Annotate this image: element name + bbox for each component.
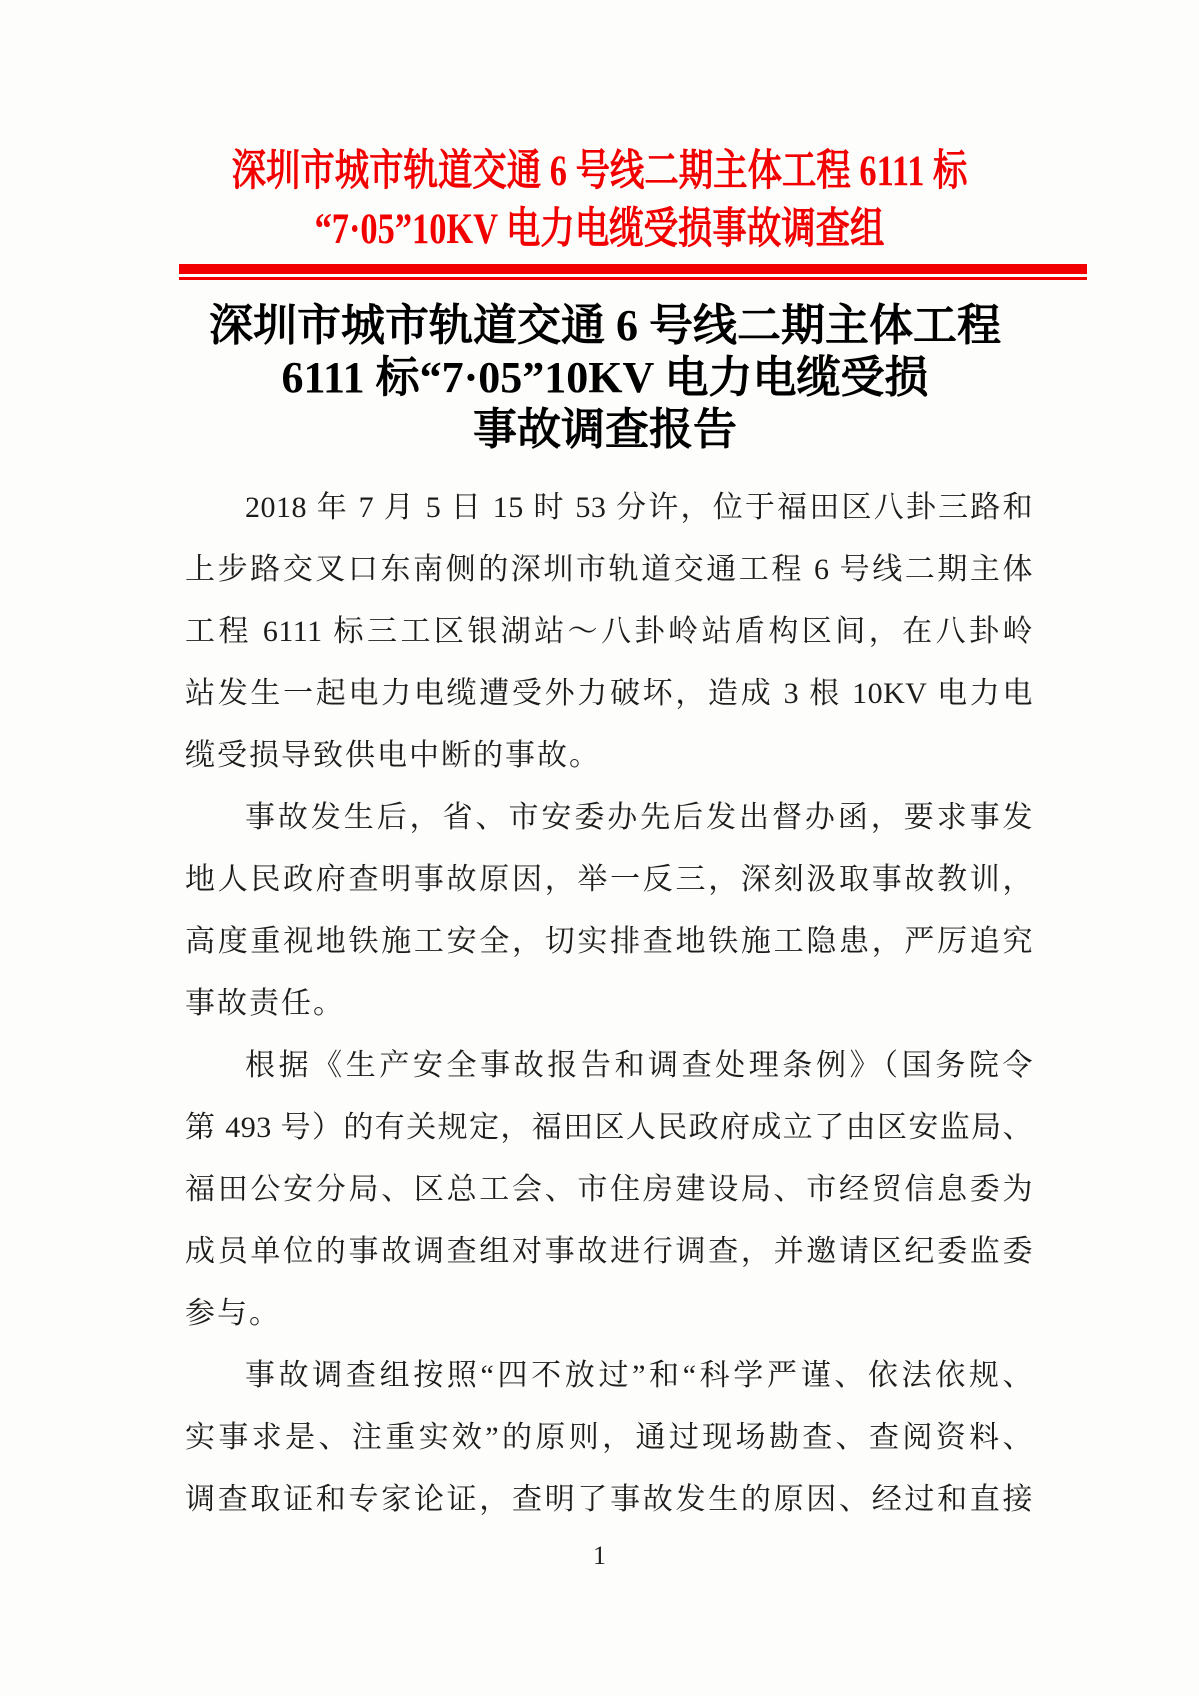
body-line: 地人民政府查明事故原因，举一反三，深刻汲取事故教训， [185,863,1033,896]
body-line: 成员单位的事故调查组对事故进行调查，并邀请区纪委监委 [185,1235,1033,1268]
letterhead-line-2: “7·05”10KV 电力电缆受损事故调查组 [314,206,885,253]
body-line: 工程 6111 标三工区银湖站～八卦岭站盾构区间，在八卦岭 [185,615,1033,648]
body-line: 上步路交叉口东南侧的深圳市轨道交通工程 6 号线二期主体 [185,553,1033,586]
red-divider-thick [179,264,1087,274]
body-line: 2018 年 7 月 5 日 15 时 53 分许，位于福田区八卦三路和 [245,491,1033,524]
body-line: 调查取证和专家论证，查明了事故发生的原因、经过和直接 [185,1483,1033,1516]
body-line: 事故调查组按照“四不放过”和“科学严谨、依法依规、 [245,1359,1033,1392]
report-title-line-2: 6111 标“7·05”10KV 电力电缆受损 [281,353,929,402]
report-title-line-1: 深圳市城市轨道交通 6 号线二期主体工程 [209,301,1001,350]
report-body [185,477,1033,1531]
red-divider [179,264,1087,280]
body-line: 福田公安分局、区总工会、市住房建设局、市经贸信息委为 [185,1173,1033,1206]
body-line: 第 493 号）的有关规定，福田区人民政府成立了由区安监局、 [185,1111,1033,1144]
page-number: 1 [593,1541,606,1570]
red-divider-thin [179,277,1087,280]
letterhead [120,143,1079,259]
body-line: 实事求是、注重实效”的原则，通过现场勘查、查阅资料、 [185,1421,1033,1454]
body-line: 参与。 [185,1297,281,1330]
body-line: 事故发生后，省、市安委办先后发出督办函，要求事发 [245,801,1033,834]
report-title [175,300,1035,456]
body-line: 高度重视地铁施工安全，切实排查地铁施工隐患，严厉追究 [185,925,1033,958]
body-line: 缆受损导致供电中断的事故。 [185,739,601,772]
body-line: 事故责任。 [185,987,345,1020]
report-title-line-3: 事故调查报告 [473,405,737,454]
body-line: 站发生一起电力电缆遭受外力破坏，造成 3 根 10KV 电力电 [185,677,1033,710]
letterhead-line-1: 深圳市城市轨道交通 6 号线二期主体工程 6111 标 [231,148,968,195]
body-line: 根据《生产安全事故报告和调查处理条例》（国务院令 [245,1049,1033,1082]
